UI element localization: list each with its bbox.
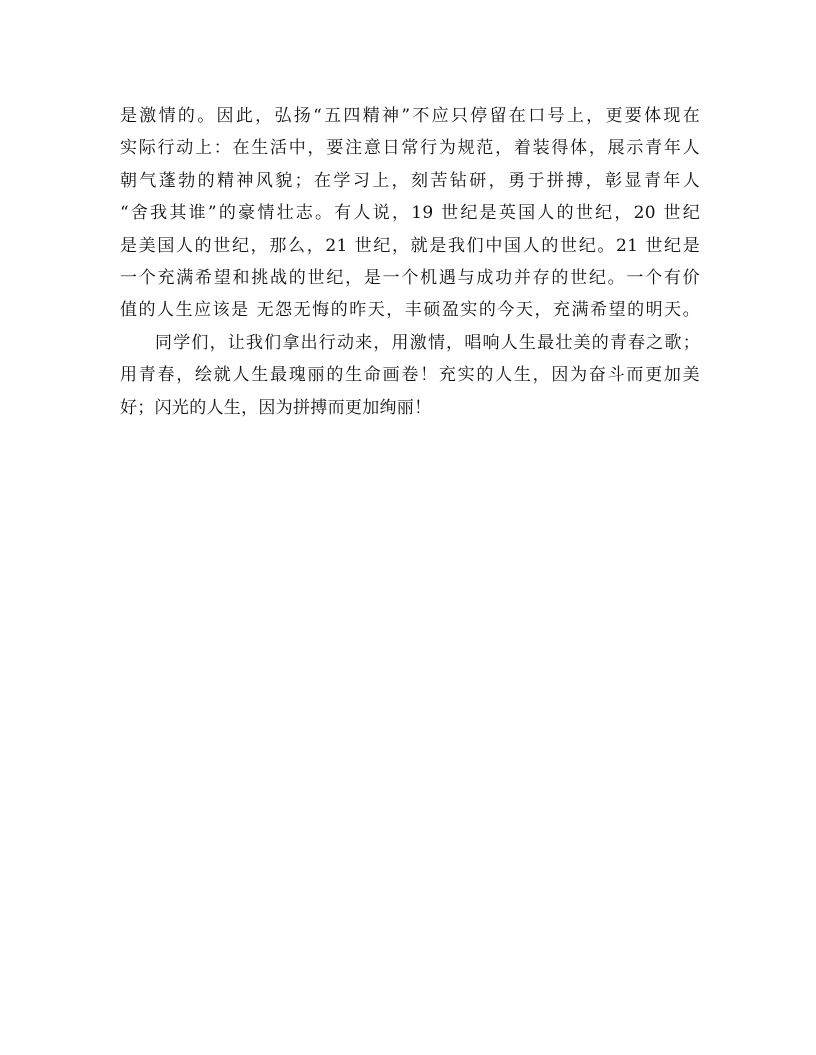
body-text <box>120 100 700 424</box>
paragraph-line: 是美国人的世纪，那么，21 世纪，就是我们中国人的世纪。21 世纪是 <box>120 235 700 256</box>
paragraph-line: 用青春，绘就人生最瑰丽的生命画卷！充实的人生，因为奋斗而更加美 <box>120 365 700 386</box>
paragraph-line: 同学们，让我们拿出行动来，用激情，唱响人生最壮美的青春之歌； <box>155 332 700 353</box>
paragraph-line: 朝气蓬勃的精神风貌；在学习上，刻苦钻研，勇于拼搏，彰显青年人 <box>120 170 700 191</box>
paragraph-line: 值的人生应该是 无怨无悔的昨天，丰硕盈实的今天，充满希望的明天。 <box>120 300 700 321</box>
paragraph-line: 实际行动上：在生活中，要注意日常行为规范，着装得体，展示青年人 <box>120 138 700 159</box>
paragraph-line: 是激情的。因此，弘扬“五四精神”不应只停留在口号上，更要体现在 <box>120 106 700 126</box>
paragraph-line: “舍我其谁”的豪情壮志。有人说，19 世纪是英国人的世纪，20 世纪 <box>120 203 700 224</box>
paragraph-line: 好；闪光的人生，因为拼搏而更加绚丽！ <box>120 397 432 418</box>
paragraph-1 <box>120 100 700 327</box>
paragraph-2 <box>120 327 700 424</box>
paragraph-line: 一个充满希望和挑战的世纪，是一个机遇与成功并存的世纪。一个有价 <box>120 267 700 288</box>
